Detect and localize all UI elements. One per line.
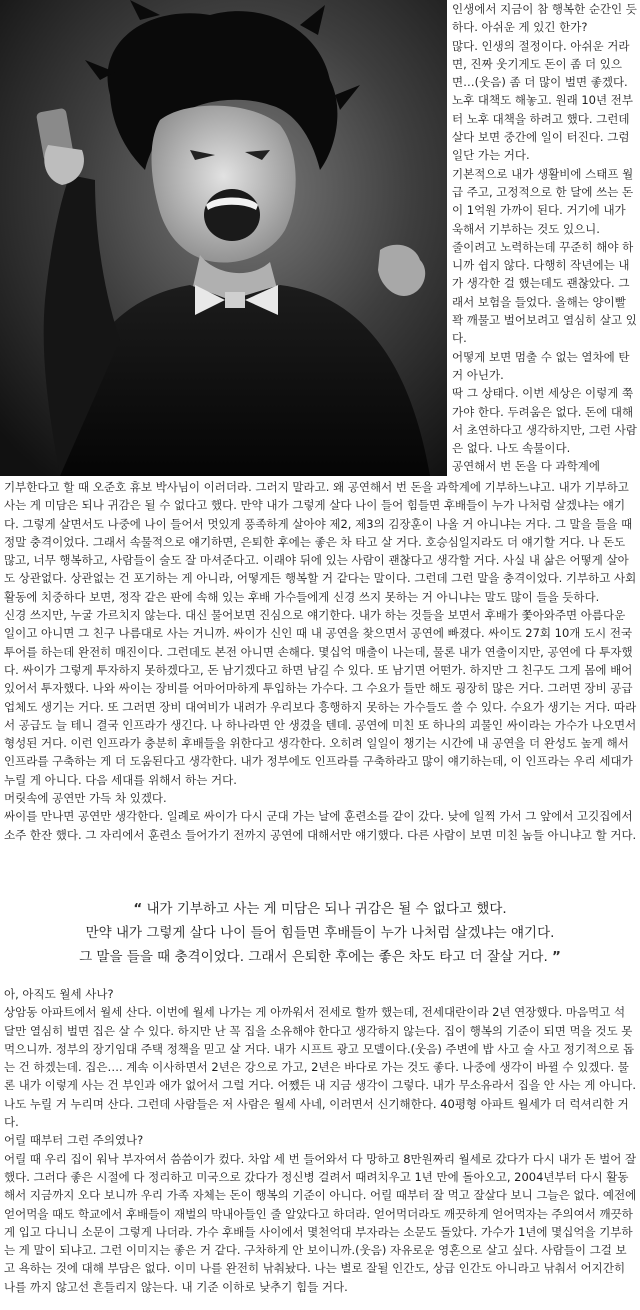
answer-paragraph: 어릴 때 우리 집이 워낙 부자여서 씀씀이가 컸다. 차압 세 번 들어와서 다 망하고 8만원짜리 월세로 갔다가 다시 내가 돈 벌어 잘했다. 그러다 좋은 시절에 다 정리하고 미국으로 갔다가 정신병 걸려서 때려치우고 1년 만에 돌아오고, 2004년부터 다시 활동해서 지금까지 오다 보니까 우리 가족 자체는 돈이 행복의 기준이 아니다. 어릴 때부터 잘 먹고 잘살다 보니 그늘은 없다. 예전에 얻어먹을 때도 학교에서 후배들이 재벌의 막내아들인 줄 알았다고 하더라. 얻어먹더라도 깨끗하게 얻어먹자는 주의여서 깨끗하게 입고 다니니 소문이 그렇게 나더라. 가수 후배들 사이에서 몇천억대 부자라는 소문도 돌았다. 가수가 1년에 몇십억을 기부하는 게 말이 되냐고. 그런 이미지는 좋은 거 같다. 구차하게 안 보이니까.(웃음) 자유로운 영혼으로 살고 싶다. 사람들이 그걸 보고 욕하는 것에 대해 부담은 없다. 이미 나를 완전히 낚춰놨다. 나는 별로 잘될 인간도, 상급 인간도 아니라고 낚춰서 어지간히 나를 까지 않고선 흔들리지 않는다. 내 기준 이하로 낮추기 힘들 거다. xyxy=(4,1151,637,1294)
question-5: 아, 아직도 월세 사나? xyxy=(4,987,114,1001)
quote-open-mark: “ xyxy=(133,901,143,917)
question-3-start: 공연해서 번 돈을 다 과학계에 xyxy=(452,459,600,474)
answer-paragraph: 딱 그 상태다. 이번 세상은 이렇게 쭉 가야 한다. 두려움은 없다. 돈에 대해서 초연하다고 생각하지만, 그런 사람은 없다. 나도 속물이다. xyxy=(452,386,637,456)
answer-paragraph: 상암동 아파트에서 월세 산다. 이번에 월세 나가는 게 아까워서 전세로 할까 했는데, 전세대란이라 2년 연장했다. 마음먹고 석 달만 열심히 벌면 집은 살 수 있다. 하지만 난 꼭 집을 소유해야 한다고 생각하지 않는다. 집이 행복의 기준이 되면 먹을 것도 못 먹으니까. 정부의 장기임대 주택 정책을 믿고 살 거다. 내가 시프트 광고 모델이다.(웃음) 주변에 밥 사고 술 사고 정기적으로 돕는 건 하겠는데. 집은…. 계속 이사하면서 2년은 강으로 가고, 2년은 바다로 가는 것도 좋다. 나중에 생각이 바뀔 수 있겠다. 물론 내가 이렇게 사는 건 부인과 애가 없어서 그럴 거다. 어쨌든 내 지금 생각이 그렇다. 내가 무소유라서 집을 안 사는 게 아니다. 나도 누릴 거 누리며 산다. 그런데 사람들은 저 사람은 월세 사네, 이러면서 신기해한다. 40평형 아파트 월세가 더 럭셔리한 거다. xyxy=(4,1005,637,1130)
quote-line xyxy=(40,897,600,921)
answer-paragraph: 기부한다고 할 때 오준호 휴보 박사님이 이러더라. 그러지 말라고. 왜 공연해서 번 돈을 과학계에 기부하느냐고. 내가 기부하고 사는 게 미담은 되나 귀감은 될 수 없다고 했다. 만약 내가 그렇게 살다 나이 들어 힘들면 후배들이 누가 나처럼 살겠냐는 얘기다. 그렇게 살면서도 나중에 나이 들어서 멋있게 풍족하게 살아야 제2, 제3의 김장훈이 나올 거 아니냐는 거다. 그 말을 들을 때 정말 충격이었다. 그래서 속물적으로 얘기하면, 은퇴한 후에는 좋은 차 타고 살 거다. 호승심일지라도 더 얘기할 거다. 나 돈도 많고, 너무 행복하고, 사람들이 술도 잘 마셔준다고. 이래야 뒤에 있는 사람이 괜찮다고 생각할 거다. 사실 내 삶은 어떻게 살아도 상관없다. 상관없는 건 포기하는 게 아니라, 어떻게든 행복할 거 같다는 말이다. 그런데 그런 말을 충격이었다. 기부하고 사회 활동에 치중하다 보면, 정작 같은 판에 속해 있는 후배 가수들에게 신경 쓰지 못하는 거 아니냐는 말도 많이 들을 듯하다. xyxy=(4,480,637,604)
side-column-text xyxy=(452,0,638,476)
answer-paragraph: 신경 쓰지만, 누굴 가르치지 않는다. 대신 물어보면 진심으로 얘기한다. 내가 하는 것들을 보면서 후배가 쫓아와주면 아름다운 일이고 아니면 그 친구 나름대로 사는 거니까. 싸이가 신인 때 내 공연을 찾으면서 공연에 빠졌다. 싸이도 27회 10개 도시 전국 투어를 하는데 완전히 매진이다. 그런데도 본전 아니면 손해다. 몇십억 매출이 나는데, 물론 내가 연출이지만, 공연에 다 투자했다. 싸이가 그렇게 투자하지 못하겠다고, 돈 남기겠다고 하면 남길 수 있다. 또 남기면 어떤가. 하지만 그 친구도 그게 몸에 배어 있어서 투자했다. 나와 싸이는 장비를 어마어마하게 투입하는 가수다. 그 수요가 들만 해도 굉장히 많은 거다. 그러면 장비 공급업체도 생기는 거다. 또 그러면 장비 대여비가 내려가 우리보다 흥행하지 못하는 가수들도 쓸 수 있다. 수요가 생기는 거다. 따라서 공급도 늘 테니 결국 인프라가 생긴다. 나 하나라면 안 생겼을 텐데. 공연에 미친 또 하나의 괴물인 싸이라는 가수가 나오면서 형성된 거다. 이런 인프라가 충분히 후배들을 위한다고 생각한다. 오히려 일일이 챙기는 시간에 내 공연을 더 완성도 높게 해서 인프라를 구축하는 게 더 도움된다고 생각한다. 내가 정부에도 인프라를 구축하라고 많이 얘기하는데, 이 인프라는 우리 세대가 누릴 게 아니다. 다음 세대를 위해서 하는 거다. xyxy=(4,608,637,787)
quote-line-3: 그 말을 들을 때 충격이었다. 그래서 은퇴한 후에는 좋은 차도 타고 더 잘살 거다. xyxy=(79,949,548,965)
question-6: 어릴 때부터 그런 주의였나? xyxy=(4,1133,144,1148)
quote-line-1: 내가 기부하고 사는 게 미담은 되나 귀감은 될 수 없다고 했다. xyxy=(146,901,507,917)
full-width-text xyxy=(4,478,637,844)
answer-paragraph: 줄이려고 노력하는데 꾸준히 해야 하니까 쉽지 않다. 다행히 작년에는 내가 생각한 걸 했는데도 괜찮았다. 그래서 보험을 들었다. 올해는 양이빨 꽉 깨물고 벌어보려고 열심히 살고 있다. xyxy=(452,239,637,346)
article-photo xyxy=(0,0,447,476)
question-1: 인생에서 지금이 참 행복한 순간인 듯하다. 아쉬운 게 있긴 한가? xyxy=(452,2,637,35)
answer-paragraph: 싸이를 만나면 공연만 생각한다. 일례로 싸이가 다시 군대 가는 날에 훈련소를 같이 갔다. 낮에 일찍 가서 그 앞에서 고깃집에서 소주 한잔 했다. 그 자리에서 훈련소 들어가기 전까지 공연에 대해서만 얘기했다. 다른 사람이 보면 미친 놈들 아니냐고 할 거다. xyxy=(4,809,637,842)
quote-line xyxy=(40,945,600,969)
question-4: 머릿속에 공연만 가득 차 있겠다. xyxy=(4,791,167,806)
question-2: 어떻게 보면 멈출 수 없는 열차에 탄 거 아닌가. xyxy=(452,349,630,382)
quote-close-mark: ” xyxy=(552,949,561,965)
pull-quote xyxy=(40,897,600,969)
answer-paragraph: 기본적으로 내가 생활비에 스태프 월급 주고, 고정적으로 한 달에 쓰는 돈이 1억원 가까이 된다. 거기에 내가 욱해서 기부하는 것도 있으니. xyxy=(452,166,634,236)
bottom-text xyxy=(4,985,637,1296)
answer-paragraph: 많다. 인생의 절정이다. 아쉬운 거라면, 진짜 웃기게도 돈이 좀 더 있으면…(웃음) 좀 더 많이 벌면 좋겠다. 노후 대책도 해놓고. 원래 10년 전부터 노후 대책을 하려고 했다. 그런데 살다 보면 중간에 일이 터진다. 그럼 일단 가는 거다. xyxy=(452,38,633,163)
portrait-image xyxy=(0,0,447,476)
quote-line-2: 만약 내가 그렇게 살다 나이 들어 힘들면 후배들이 누가 나처럼 살겠냐는 얘기다. xyxy=(85,925,555,941)
